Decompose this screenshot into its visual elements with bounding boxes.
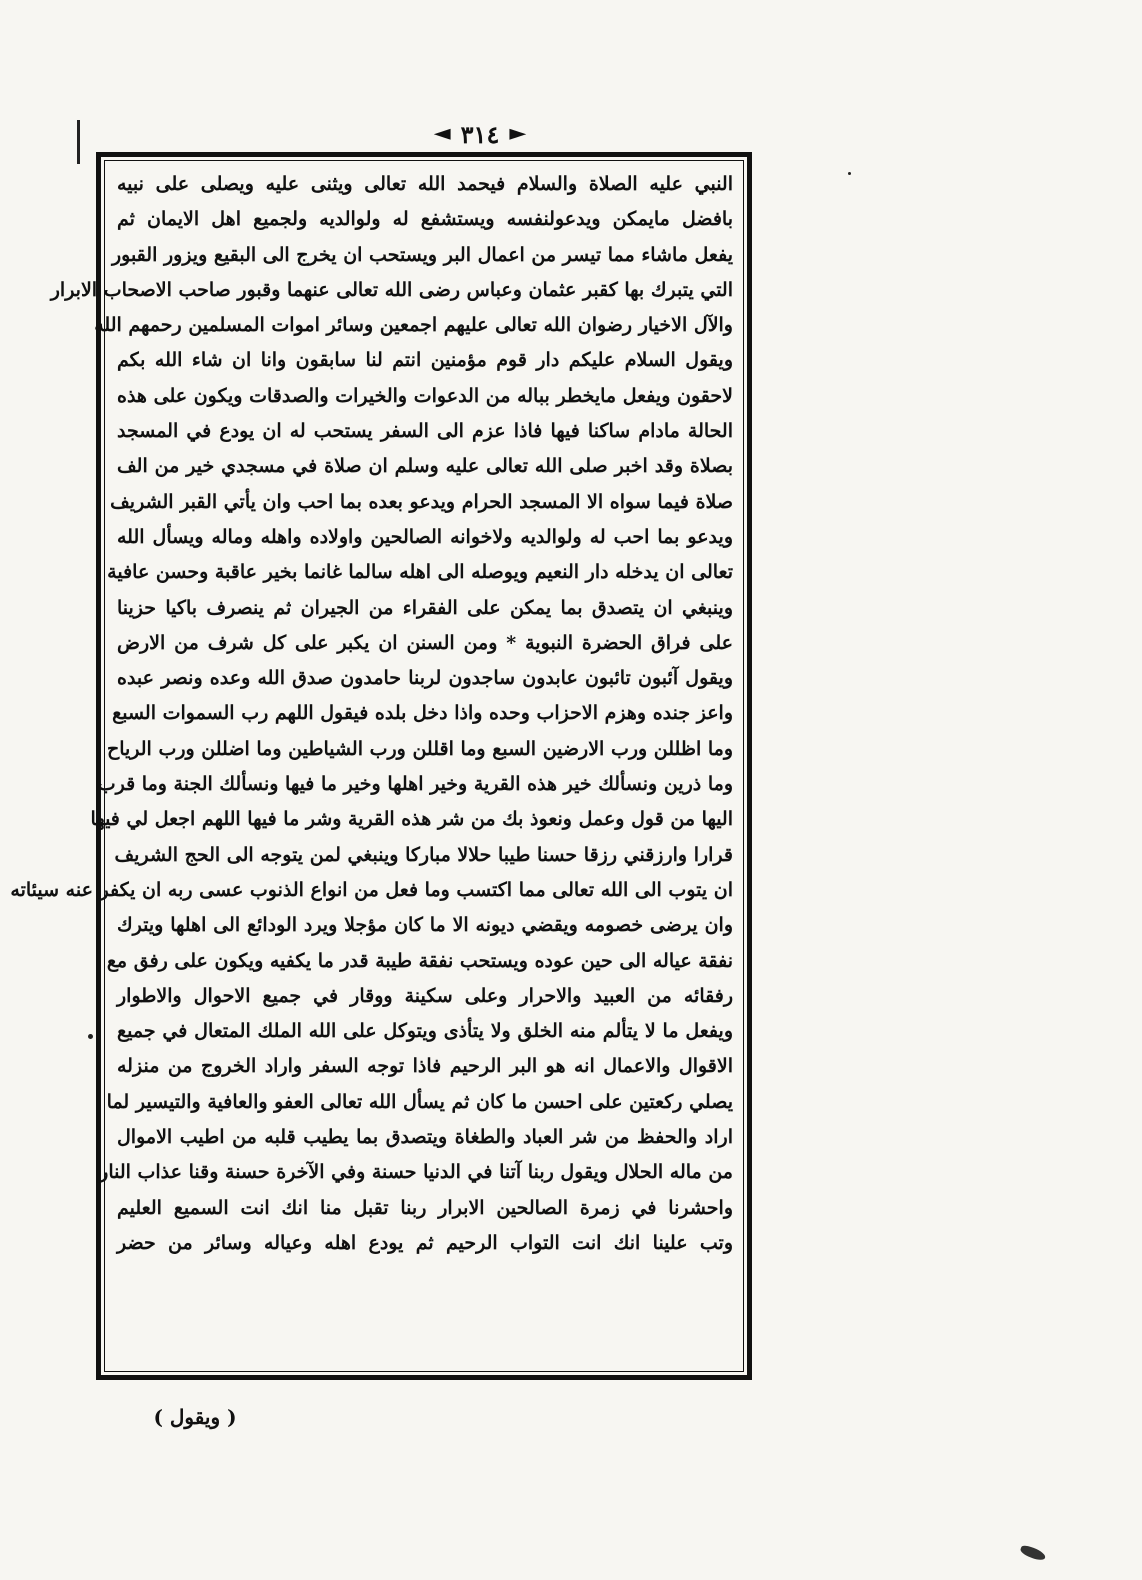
- text-line: يفعل ماشاء مما تيسر من اعمال البر ويستحب ان يخرج الى البقيع ويزور القبور: [111, 243, 733, 266]
- text-line: وما اظللن ورب الارضين السبع وما اقللن ورب الشياطين وما اضللن ورب الرياح: [106, 737, 733, 760]
- text-line: الحالة مادام ساكنا فيها فاذا عزم الى السفر يستحب له ان يودع في المسجد: [117, 420, 733, 443]
- ornament-left-icon: ◄: [433, 121, 451, 146]
- body-text: [10, 167, 733, 1261]
- page-number-header: [400, 114, 560, 154]
- text-line: والآل الاخيار رضوان الله تعالى عليهم اجمعين وسائر اموات المسلمين رحمهم الله: [94, 314, 733, 337]
- ink-speck: [848, 172, 851, 175]
- ornament-right-icon: ►: [509, 121, 527, 146]
- text-frame: [10, 152, 752, 1380]
- text-line: بافضل مايمكن ويدعولنفسه ويستشفع له ولوالديه ولجميع اهل الايمان ثم: [117, 208, 733, 231]
- margin-line-mark: [77, 120, 80, 164]
- text-line: على فراق الحضرة النبوية * ومن السنن ان يكبر على كل شرف من الارض: [117, 631, 733, 654]
- text-line: التي يتبرك بها كقبر عثمان وعباس رضى الله تعالى عنهما وقبور صاحب الاصحاب الابرار: [50, 278, 733, 301]
- ink-speck: [88, 1034, 93, 1039]
- text-line: نفقة عياله الى حين عوده ويستحب نفقة طيبة قدر ما يكفيه ويكون على رفق مع: [106, 949, 733, 972]
- text-line: اراد والحفظ من شر العباد والطغاة ويتصدق بما يطيب قلبه من اطيب الاموال: [117, 1126, 733, 1149]
- text-line: ويقول السلام عليكم دار قوم مؤمنين انتم لنا سابقون وانا ان شاء الله بكم: [117, 349, 733, 372]
- catchword: ( ويقول ): [153, 1405, 237, 1429]
- text-line: ويدعو بما احب له ولوالديه ولاخوانه الصالحين واولاده واهله وماله ويسأل الله: [117, 525, 733, 548]
- text-line: وما ذرين ونسألك خير هذه القرية وخير اهلها وخير ما فيها ونسألك الجنة وما قرب: [97, 773, 733, 796]
- text-line: النبي عليه الصلاة والسلام فيحمد الله تعالى ويثنى عليه ويصلى على نبيه: [117, 173, 733, 195]
- text-line: ويقول آئبون تائبون عابدون ساجدون لربنا حامدون صدق الله وعده ونصر عبده: [117, 667, 733, 690]
- text-line: صلاة فيما سواه الا المسجد الحرام ويدعو بعده بما احب وان يأتي القبر الشريف: [110, 490, 733, 513]
- ink-smudge: [1019, 1544, 1047, 1562]
- text-line: ان يتوب الى الله تعالى مما اكتسب وما فعل من انواع الذنوب عسى ربه ان يكفر عنه سيئاته: [10, 878, 733, 901]
- text-line: وان يرضى خصومه ويقضي ديونه الا ما كان مؤجلا ويرد الودائع الى اهلها ويترك: [117, 914, 733, 937]
- text-line: ويفعل ما لا يتألم منه الخلق ولا يتأذى ويتوكل على الله الملك المتعال في جميع: [117, 1020, 733, 1043]
- text-line: واعز جنده وهزم الاحزاب وحده واذا دخل بلده فيقول اللهم رب السموات السبع: [112, 702, 733, 725]
- text-line: وينبغي ان يتصدق بما يمكن على الفقراء من الجيران ثم ينصرف باكيا حزينا: [117, 596, 733, 619]
- text-line: قرارا وارزقني رزقا حسنا طيبا حلالا مباركا وينبغي لمن يتوجه الى الحج الشريف: [114, 843, 733, 866]
- text-line: تعالى ان يدخله دار النعيم ويوصله الى اهله سالما غانما بخير عاقبة وحسن عافية: [107, 561, 733, 584]
- text-line: يصلي ركعتين على احسن ما كان ثم يسأل الله تعالى العفو والعافية والتيسير لما: [106, 1090, 733, 1113]
- text-line: لاحقون ويفعل مايخطر بباله من الدعوات والخيرات والصدقات ويكون على هذه: [117, 384, 733, 407]
- page-number: ٣١٤: [460, 119, 500, 149]
- text-line: رفقائه من العبيد والاحرار وعلى سكينة ووقار في جميع الاحوال والاطوار: [117, 984, 733, 1007]
- text-frame-inner: [10, 160, 744, 1372]
- text-line: اليها من قول وعمل ونعوذ بك من شر هذه القرية وشر ما فيها اللهم اجعل لي فيها: [90, 808, 733, 831]
- text-line: بصلاة وقد اخبر صلى الله تعالى عليه وسلم ان صلاة في مسجدي خير من الف: [117, 455, 733, 478]
- text-line: من ماله الحلال ويقول ربنا آتنا في الدنيا حسنة وفي الآخرة حسنة وقنا عذاب النار: [99, 1161, 733, 1184]
- text-line: وتب علينا انك انت التواب الرحيم ثم يودع اهله وعياله وسائر من حضر: [117, 1231, 733, 1254]
- text-line: واحشرنا في زمرة الصالحين الابرار ربنا تقبل منا انك انت السميع العليم: [117, 1196, 733, 1219]
- text-line: الاقوال والاعمال انه هو البر الرحيم فاذا توجه السفر واراد الخروج من منزله: [117, 1055, 733, 1078]
